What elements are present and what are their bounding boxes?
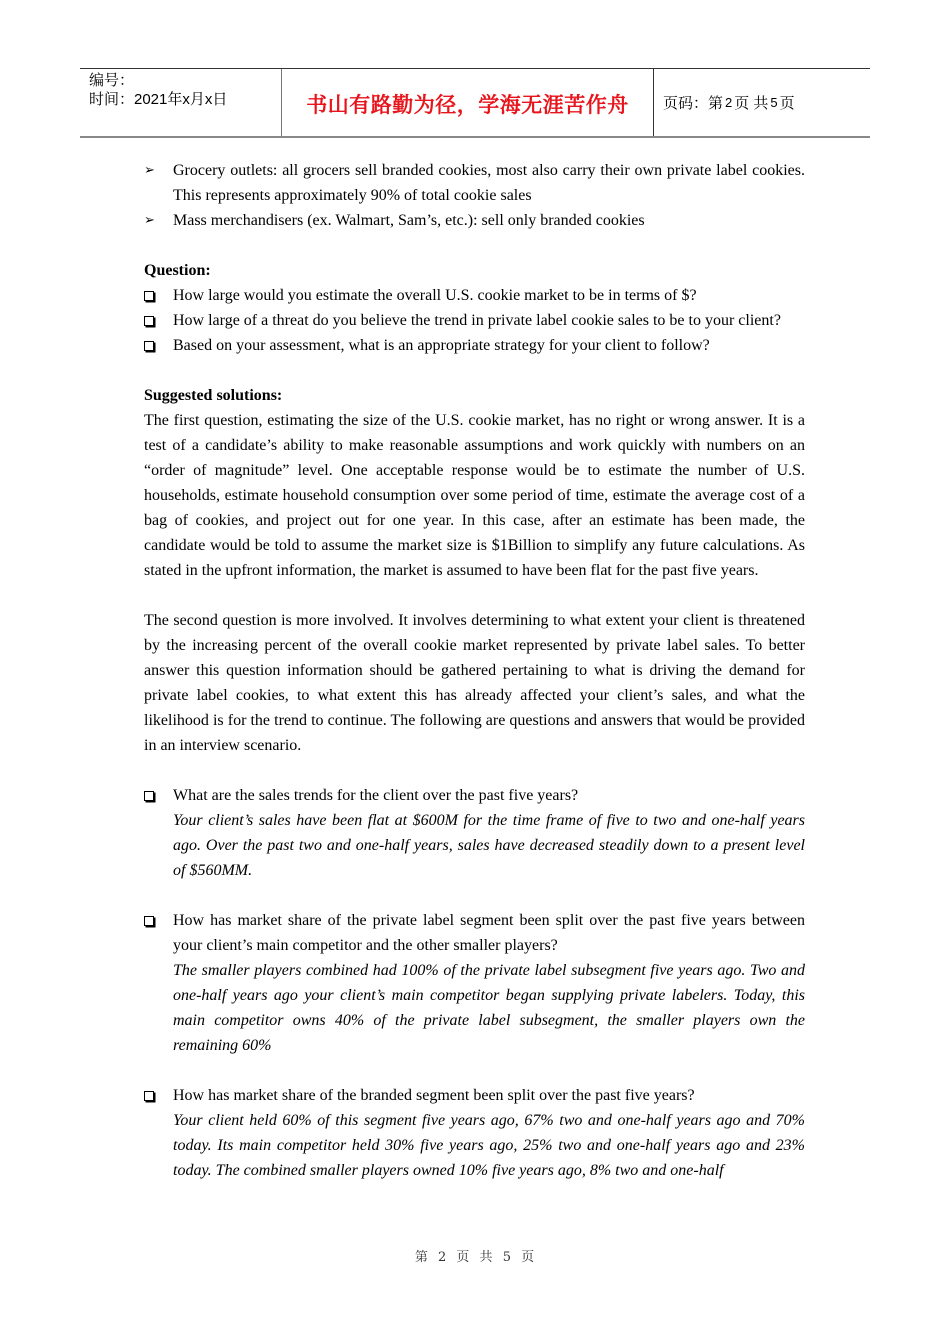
qa-answer: The smaller players combined had 100% of the private label subsegment five years ago. Two and one-half years ago your client’s main competitor began supplying private labelers. Today, this main competitor owns 40% of the private label subsegment, the smaller players own the remaining 60%: [173, 962, 805, 1054]
outlet-text: Grocery outlets: all grocers sell branded cookies, most also carry their own private label cookies. This represents approximately 90% of total cookie sales: [173, 162, 805, 204]
question-text: Based on your assessment, what is an appropriate strategy for your client to follow?: [173, 337, 710, 354]
qa-answer: Your client held 60% of this segment five years ago, 67% two and one-half years ago and 70% today. Its main competitor held 30% five years ago, 25% two and one-half years ago and 23% today. The combined smaller players owned 10% five years ago, 8% two and one-half: [173, 1112, 805, 1179]
checkbox-bullet-icon: [144, 308, 158, 333]
header-page-cell: [654, 69, 870, 136]
header-info-cell: [80, 69, 281, 136]
solutions-heading: Suggested solutions:: [144, 387, 283, 404]
checkbox-bullet-icon: [144, 333, 158, 358]
document-number-label: 编号：: [89, 72, 135, 89]
page-prefix: 页码：第: [663, 95, 724, 112]
total-pages-number: 5: [770, 95, 778, 110]
qa-answer: Your client’s sales have been flat at $600M for the time frame of five to two and one-half years ago. Over the past two and one-half years, sales have decreased steadily down to a present level of $560MM.: [173, 812, 805, 879]
header-motto: 书山有路勤为径，学海无涯苦作舟: [306, 93, 629, 117]
question-list-item: [144, 333, 805, 358]
outlet-list-item: [144, 208, 805, 233]
document-body: [144, 158, 805, 1183]
arrow-bullet-icon: ➢: [144, 163, 155, 178]
outlet-text: Mass merchandisers (ex. Walmart, Sam’s, etc.): sell only branded cookies: [173, 212, 645, 229]
document-date: 时间：2021年x月x日: [89, 91, 228, 108]
page-mid: 页 共: [734, 95, 769, 112]
checkbox-bullet-icon: [144, 1083, 158, 1108]
page-footer: 第 2 页 共 5 页: [414, 1250, 536, 1265]
checkbox-bullet-icon: [144, 283, 158, 308]
qa-item: [144, 1083, 805, 1183]
arrow-bullet-icon: ➢: [144, 213, 155, 228]
qa-question: What are the sales trends for the client over the past five years?: [173, 787, 579, 804]
question-text: How large of a threat do you believe the trend in private label cookie sales to be to your client?: [173, 312, 781, 329]
qa-item: [144, 908, 805, 1058]
page-suffix: 页: [779, 95, 795, 112]
qa-question: How has market share of the private label segment been split over the past five years between your client’s main competitor and the other smaller players?: [173, 912, 805, 954]
question-text: How large would you estimate the overall U.S. cookie market to be in terms of $?: [173, 287, 697, 304]
solution-paragraph-2: The second question is more involved. It involves determining to what extent your client is threatened by the increasing percent of the overall cookie market represented by private label sales. To better answer this question information should be gathered pertaining to what is driving the demand for private label cookies, to what extent this has already affected your client’s sales, and what the likelihood is for the trend to continue. The following are questions and answers that would be provided in an interview scenario.: [144, 612, 805, 754]
checkbox-bullet-icon: [144, 908, 158, 933]
qa-item: [144, 783, 805, 883]
checkbox-bullet-icon: [144, 783, 158, 808]
question-list-item: [144, 283, 805, 308]
header-table: [80, 68, 870, 138]
questions-heading: Question:: [144, 262, 211, 279]
header-motto-cell: [281, 69, 654, 136]
question-list-item: [144, 308, 805, 333]
solution-paragraph-1: The first question, estimating the size of the U.S. cookie market, has no right or wrong answer. It is a test of a candidate’s ability to make reasonable assumptions and work quickly with numbers on an “order of magnitude” level. One acceptable response would be to estimate the number of U.S. households, estimate household consumption over some period of time, estimate the average cost of a bag of cookies, and project out for one year. In this case, after an estimate has been made, the candidate would be told to assume the market size is $1Billion to simplify any future calculations. As stated in the upfront information, the market is assumed to have been flat for the past five years.: [144, 412, 805, 579]
qa-question: How has market share of the branded segment been split over the past five years?: [173, 1087, 695, 1104]
current-page-number: 2: [725, 95, 733, 110]
outlet-list-item: [144, 158, 805, 208]
